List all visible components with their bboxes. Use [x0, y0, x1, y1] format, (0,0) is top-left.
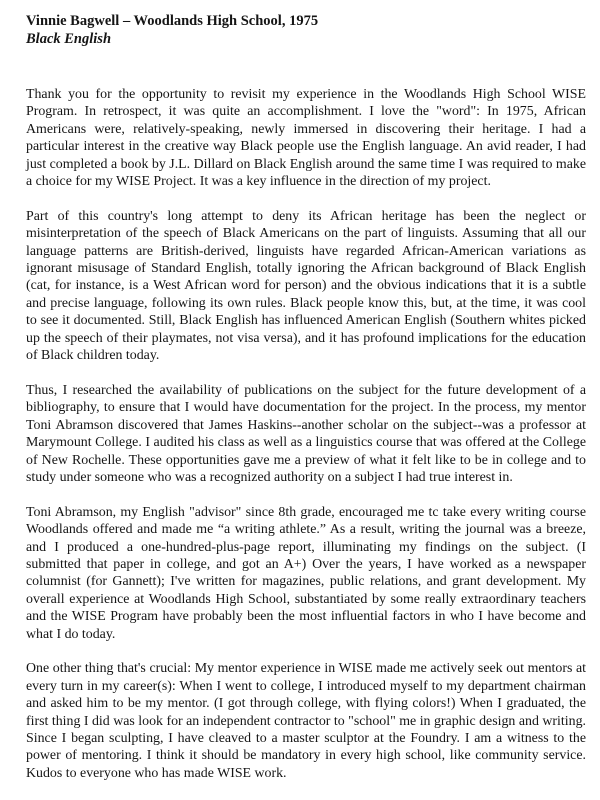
paragraph-1: Thank you for the opportunity to revisit my experience in the Woodlands High School WISE Program. In retrospect, it was quite an accomplishment. I love the "word": In 1975, African Americans were, relatively-speaking, newly immersed in discovering their heritage. I had a particular interest in the creative way Black people use the English language. An avid reader, I had just completed a book by J.L. Dillard on Black English around the same time I was required to make a choice for my WISE Project. It was a key influence in the direction of my project. — [26, 87, 586, 190]
document-subtitle: Black English — [26, 31, 112, 47]
paragraph-2: Part of this country's long attempt to deny its African heritage has been the neglect or misinterpretation of the speech of Black Americans on the part of linguists. Assuming that all our language patterns are British-derived, linguists have regarded African-American variations as ignorant misusage of Standard English, totally ignoring the African background of Black English (cat, for instance, is a West African word for person) and the obvious indications that it is a subtle and precise language, following its own rules. Black people know this, but, at the time, it was cool to see it documented. Still, Black English has influenced American English (Southern whites picked up the speech of their playmates, not visa versa), and it has profound implications for the education of Black children today. — [26, 208, 586, 364]
paragraph-3: Thus, I researched the availability of publications on the subject for the future development of a bibliography, to ensure that I would have documentation for the project. In the process, my mentor Toni Abramson discovered that James Haskins--another scholar on the subject--was a professor at Marymount College. I audited his class as well as a linguistics course that was offered at the College of New Rochelle. These opportunities gave me a preview of what it felt like to be in college and to study under someone who was a recognized authority on a subject I had true interest in. — [26, 382, 586, 485]
document-title: Vinnie Bagwell – Woodlands High School, 1975 — [26, 13, 319, 29]
document-body — [26, 86, 586, 800]
paragraph-5: One other thing that's crucial: My mentor experience in WISE made me actively seek out mentors at every turn in my career(s): When I went to college, I introduced myself to my department chairman and asked him to be my mentor. (I got through college, with flying colors!) When I graduated, the first thing I did was look for an independent contractor to "school" me in graphic design and writing. Since I began sculpting, I have cleaved to a master sculptor at the Foundry. I am a witness to the power of mentoring. I think it should be mandatory in every high school, like community service. Kudos to everyone who has made WISE work. — [26, 661, 586, 781]
paragraph-4: Toni Abramson, my English "advisor" since 8th grade, encouraged me tc take every writing course Woodlands offered and made me “a writing athlete.” As a result, writing the journal was a breeze, and I produced a one-hundred-plus-page report, illuminating my findings on the subject. (I submitted that paper in college, and got an A+) Over the years, I have worked as a newspaper columnist (for Gannett); I've written for magazines, public relations, and grant development. My overall experience at Woodlands High School, substantiated by some really extraordinary teachers and the WISE Program have probably been the most influential factors in who I have become and what I do today. — [26, 504, 586, 642]
document-header — [26, 12, 586, 48]
